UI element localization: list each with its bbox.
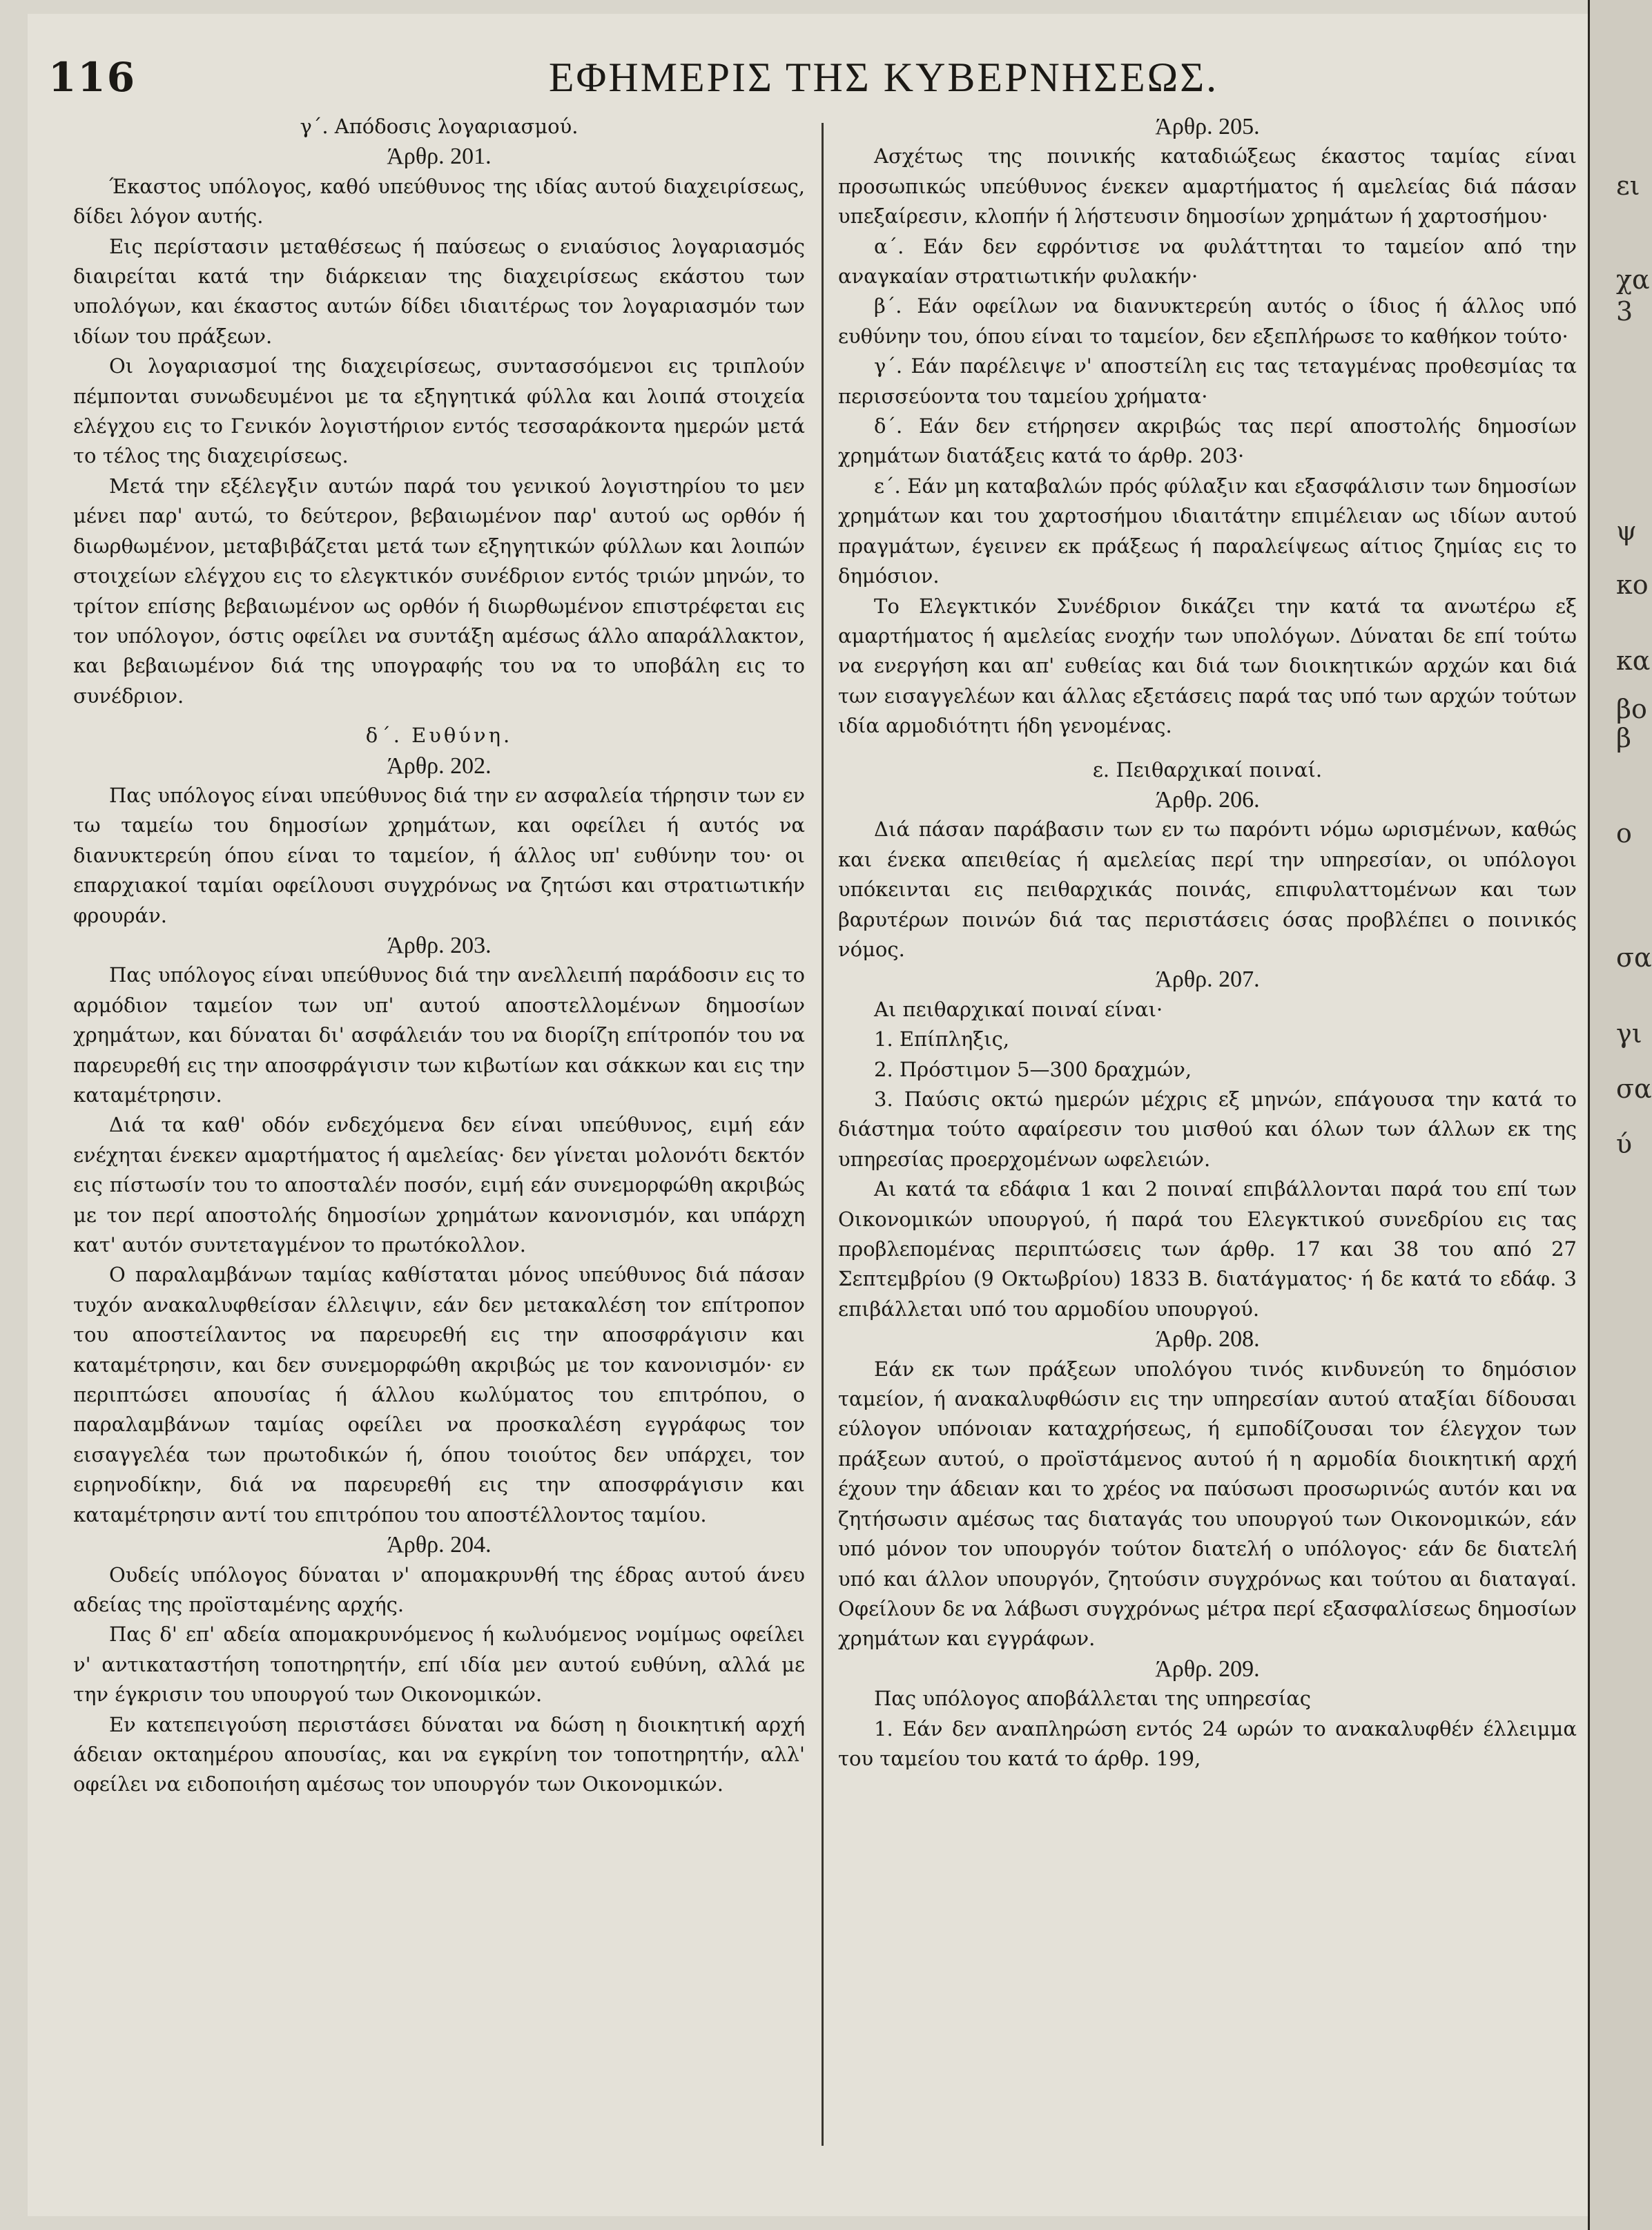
article-heading: Άρθρ. 201. — [387, 144, 492, 170]
edge-fragment: κα — [1616, 646, 1651, 676]
paragraph: Οι λογαριασμοί της διαχειρίσεως, συντασσόμενοι εις τριπλούν πέμπονται συνωδευμένοι με τα εξηγητικά φύλλα και λοιπά στοιχεία ελέγχου εις το Γενικόν λογιστήριον εντός τεσσαράκοντα ημερών μετά το τέλος της διαχειρίσεως. — [73, 354, 805, 468]
paragraph: Ουδείς υπόλογος δύναται ν' απομακρυνθή της έδρας αυτού άνευ αδείας της προϊσταμένης αρχής. — [73, 1562, 805, 1616]
article-heading: Άρθρ. 209. — [1155, 1656, 1260, 1682]
article-heading: Άρθρ. 208. — [1155, 1326, 1260, 1352]
edge-fragment: ύ — [1616, 1129, 1633, 1159]
paragraph: Πας δ' επ' αδεία απομακρυνόμενος ή κωλυόμενος νομίμως οφείλει ν' αντικαταστήση τοποτηρητήν, επί ιδία μεν αυτού ευθύνη, αλλά με την έγκρισιν του υπουργού των Οικονομικών. — [73, 1622, 805, 1707]
facing-page-edge-text — [1612, 0, 1652, 2230]
edge-fragment: ει — [1616, 171, 1640, 201]
article-heading: Άρθρ. 203. — [387, 932, 492, 958]
right-column — [838, 112, 1577, 1774]
clause-item: ε΄. Εάν μη καταβαλών πρός φύλαξιν και εξασφάλισιν των δημοσίων χρημάτων και του χαρτοσήμου ιδιαιτάτην επιμέλειαν ως ιδίων αυτού πραγμάτων, έγεινεν εκ πράξεως ή παραλείψεως αίτιος ζημίας εις το δημόσιον. — [838, 474, 1577, 588]
list-item: 2. Πρόστιμον 5—300 δραχμών, — [874, 1057, 1192, 1081]
paragraph: Έκαστος υπόλογος, καθό υπεύθυνος της ιδίας αυτού διαχειρίσεως, δίδει λόγον αυτής. — [73, 174, 805, 229]
article-heading: Άρθρ. 206. — [1155, 786, 1260, 813]
paragraph: Το Ελεγκτικόν Συνέδριον δικάζει την κατά τα ανωτέρω εξ αμαρτήματος ή αμελείας ενοχήν των υπολόγων. Δύναται δε επί τούτω να ενεργήση και απ' ευθείας και διά των διοικητικών αρχών και διά των εισαγγελέων και άλλας εξετάσεις παρά τας υπό των αρχών τούτων ιδία αρμοδιότητι ήδη γενομένας. — [838, 594, 1577, 738]
paragraph: Εάν εκ των πράξεων υπολόγου τινός κινδυνεύη το δημόσιον ταμείον, ή ανακαλυφθώσιν εις την υπηρεσίαν αυτού αταξίαι δίδουσαι εύλογον υπόνοιαν καταχρήσεως, ή εμποδίζουσαι τον έλεγχον των πράξεων αυτού, ο προϊστάμενος αυτού ή η αρμοδία διοικητική αρχή έχουν την άδειαν και το χρέος να παύσωσι προσωρινώς αυτόν και να ζητήσωσιν αμέσως τας διαταγάς του υπουργού των Οικονομικών, εάν υπό μόνον τον υπουργόν τούτον διατελή ο υπόλογος· εάν δε διατελή υπό και άλλον υπουργόν, ζητούσιν συγχρόνως και τούτου αι διαταγαί. Οφείλουν δε να λάβωσι συγχρόνως μέτρα περί εξασφαλίσεως δημοσίων χρημάτων και εγγράφων. — [838, 1357, 1577, 1651]
running-head-title: ΕΦΗΜΕΡΙΣ ΤΗΣ ΚΥΒΕΡΝΗΣΕΩΣ. — [548, 55, 1219, 100]
paragraph: Εν κατεπειγούση περιστάσει δύναται να δώση η διοικητική αρχή άδειαν οκταημέρου απουσίας, και να εγκρίνη τον τοποτηρητήν, αλλ' οφείλει να ειδοποιήση αμέσως τον υπουργόν των Οικονομικών. — [73, 1712, 805, 1796]
article-heading: Άρθρ. 205. — [1155, 114, 1260, 139]
paragraph: Ο παραλαμβάνων ταμίας καθίσταται μόνος υπεύθυνος διά πάσαν τυχόν ανακαλυφθείσαν έλλειψιν, εάν δεν μετακαλέση τον επίτροπον του αποστείλαντος να παρευρεθή εις την αποσφράγισιν και καταμέτρησιν, και δεν συνεμορφώθη ακριβώς με τον κανονισμόν· εν περιπτώσει απουσίας ή άλλου κωλύματος του επιτρόπου, ο παραλαμβάνων ταμίας οφείλει να προσκαλέση εγγράφως τον εισαγγελέα των πρωτοδικών ή, όπου τοιούτος δεν υπάρχει, τον ειρηνοδίκην, διά να παρευρεθή εις την αποσφράγισιν και καταμέτρησιν αντί του επιτρόπου του αποστέλλοντος ταμίου. — [73, 1263, 805, 1526]
edge-fragment: σα — [1616, 1074, 1652, 1104]
paragraph: Εις περίστασιν μεταθέσεως ή παύσεως ο ενιαύσιος λογαριασμός διαιρείται κατά την διάρκειαν της διαχειρίσεως εκάστου των υπολόγων, και έκαστος αυτών δίδει ιδιαιτέρως τον λογαριασμόν των ιδίων του πράξεων. — [73, 234, 805, 348]
list-item: 1. Εάν δεν αναπληρώση εντός 24 ωρών το ανακαλυφθέν έλλειμμα του ταμείου του κατά το άρθρ. 199, — [838, 1716, 1577, 1770]
edge-fragment: χα — [1616, 264, 1650, 295]
paragraph: Διά πάσαν παράβασιν των εν τω παρόντι νόμω ωρισμένων, καθώς και ένεκα απειθείας ή αμελείας περί την υπηρεσίαν, οι υπόλογοι υπόκεινται εις πειθαρχικάς ποινάς, επιφυλαττομένων και των βαρυτέρων ποινών διά τας περιστάσεις όσας προβλέπει ο ποινικός νόμος. — [838, 817, 1577, 961]
paragraph: Ασχέτως της ποινικής καταδιώξεως έκαστος ταμίας είναι προσωπικώς υπεύθυνος ένεκεν αμαρτήματος ή αμελείας διά πάσαν υπεξαίρεσιν, κλοπήν ή λήστευσιν δημοσίων χρημάτων ή χαρτοσήμου· — [838, 144, 1577, 229]
edge-fragment: ψ — [1616, 516, 1637, 546]
edge-fragment: β — [1616, 723, 1631, 753]
paragraph: Διά τα καθ' οδόν ενδεχόμενα δεν είναι υπεύθυνος, ειμή εάν ενέχηται ένεκεν αμαρτήματος ή αμελείας· δεν γίνεται μολονότι δεκτόν εις πίστωσίν του το αποσταλέν ποσόν, ειμή εάν συνεμορφώθη ακριβώς με τον περί αποστολής δημοσίων χρημάτων κανονισμόν, και υπάρχη κατ' αυτόν συντεταγμένον το πρωτόκολλον. — [73, 1113, 805, 1257]
edge-fragment: 3 — [1616, 296, 1633, 327]
clause-item: β΄. Εάν οφείλων να διανυκτερεύη αυτός ο ίδιος ή άλλος υπό ευθύνην του, όπου είναι το ταμείον, δεν εξεπλήρωσε το καθήκον τούτο· — [838, 294, 1577, 348]
clause-item: α΄. Εάν δεν εφρόντισε να φυλάττηται το ταμείον από την αναγκαίαν στρατιωτικήν φυλακήν· — [838, 234, 1577, 289]
paragraph: Πας υπόλογος αποβάλλεται της υπηρεσίας — [874, 1687, 1312, 1711]
edge-fragment: γι — [1616, 1018, 1642, 1049]
edge-fragment: ο — [1616, 818, 1632, 849]
paragraph: Αι πειθαρχικαί ποιναί είναι· — [874, 997, 1163, 1021]
paragraph: Πας υπόλογος είναι υπεύθυνος διά την εν ασφαλεία τήρησιν των εν τω ταμείω του δημοσίων χρημάτων, και οφείλει ή αυτός να διανυκτερεύη όπου είναι το ταμείον, ή άλλος υπ' ευθύνην του· οι επαρχιακοί ταμίαι οφείλουσι συγχρόνως να ζητώσι και στρατιωτικήν φρουράν. — [73, 783, 805, 927]
clause-item: δ΄. Εάν δεν ετήρησεν ακριβώς τας περί αποστολής δημοσίων χρημάτων διατάξεις κατά το άρθρ. 203· — [838, 414, 1577, 468]
edge-fragment: κο — [1616, 570, 1649, 600]
paragraph: Μετά την εξέλεγξιν αυτών παρά του γενικού λογιστηρίου το μεν μένει παρ' αυτώ, το δεύτερον, βεβαιωμένον παρ' αυτού ως ορθόν ή διωρθωμένον, μεταβιβάζεται μετά των εξηγητικών φύλλων και λοιπών στοιχείων ελέγχου εις το ελεγκτικόν συνέδριον εντός τριών μηνών, το τρίτον επίσης βεβαιωμένον ως ορθόν ή διωρθωμένον επιστρέφεται εις τον υπόλογον, όστις οφείλει να συντάξη αμέσως άλλο απαράλλακτον, και βεβαιωμένον διά της υπογραφής του να το υποβάλη εις το συνέδριον. — [73, 474, 805, 708]
column-divider-rule — [822, 123, 824, 2146]
edge-fragment: σα — [1616, 942, 1652, 973]
page-number: 116 — [48, 54, 137, 101]
list-item: 3. Παύσις οκτώ ημερών μέχρις εξ μηνών, επάγουσα την κατά το διάστημα τούτο αφαίρεσιν του μισθού και όλων των άλλων εκ της υπηρεσίας προερχομένων ωφελειών. — [838, 1087, 1577, 1171]
left-column — [73, 112, 805, 1800]
list-item: 1. Επίπληξις, — [874, 1027, 1010, 1051]
paragraph: Πας υπόλογος είναι υπεύθυνος διά την ανελλειπή παράδοσιν εις το αρμόδιον ταμείον των υπ' αυτού αποστελλομένων δημοσίων χρημάτων, και δύναται δι' ασφάλειάν του να διορίζη επίτροπόν του να παρευρεθή εις την αποσφράγισιν των κιβωτίων και σάκκων και εις την καταμέτρησιν. — [73, 963, 805, 1107]
section-heading: γ΄. Απόδοσις λογαριασμού. — [300, 115, 579, 138]
article-heading: Άρθρ. 202. — [387, 753, 492, 779]
clause-item: γ΄. Εάν παρέλειψε ν' αποστείλη εις τας τεταγμένας προθεσμίας τα περισσεύοντα του ταμείου χρήματα· — [838, 354, 1577, 408]
edge-fragment: βο — [1616, 694, 1647, 724]
paragraph: Αι κατά τα εδάφια 1 και 2 ποιναί επιβάλλονται παρά του επί των Οικονομικών υπουργού, ή παρά του Ελεγκτικού συνεδρίου εις τας προβλεπομένας περιπτώσεις των άρθρ. 17 και 38 του από 27 Σεπτεμβρίου (9 Οκτωβρίου) 1833 Β. διατάγματος· ή δε κατά το εδάφ. 3 επιβάλλεται υπό του αρμοδίου υπουργού. — [838, 1177, 1577, 1321]
section-heading: δ΄. Ευθύνη. — [365, 724, 513, 748]
section-heading: ε. Πειθαρχικαί ποιναί. — [1092, 757, 1323, 782]
article-heading: Άρθρ. 207. — [1155, 967, 1260, 993]
article-heading: Άρθρ. 204. — [387, 1532, 492, 1558]
